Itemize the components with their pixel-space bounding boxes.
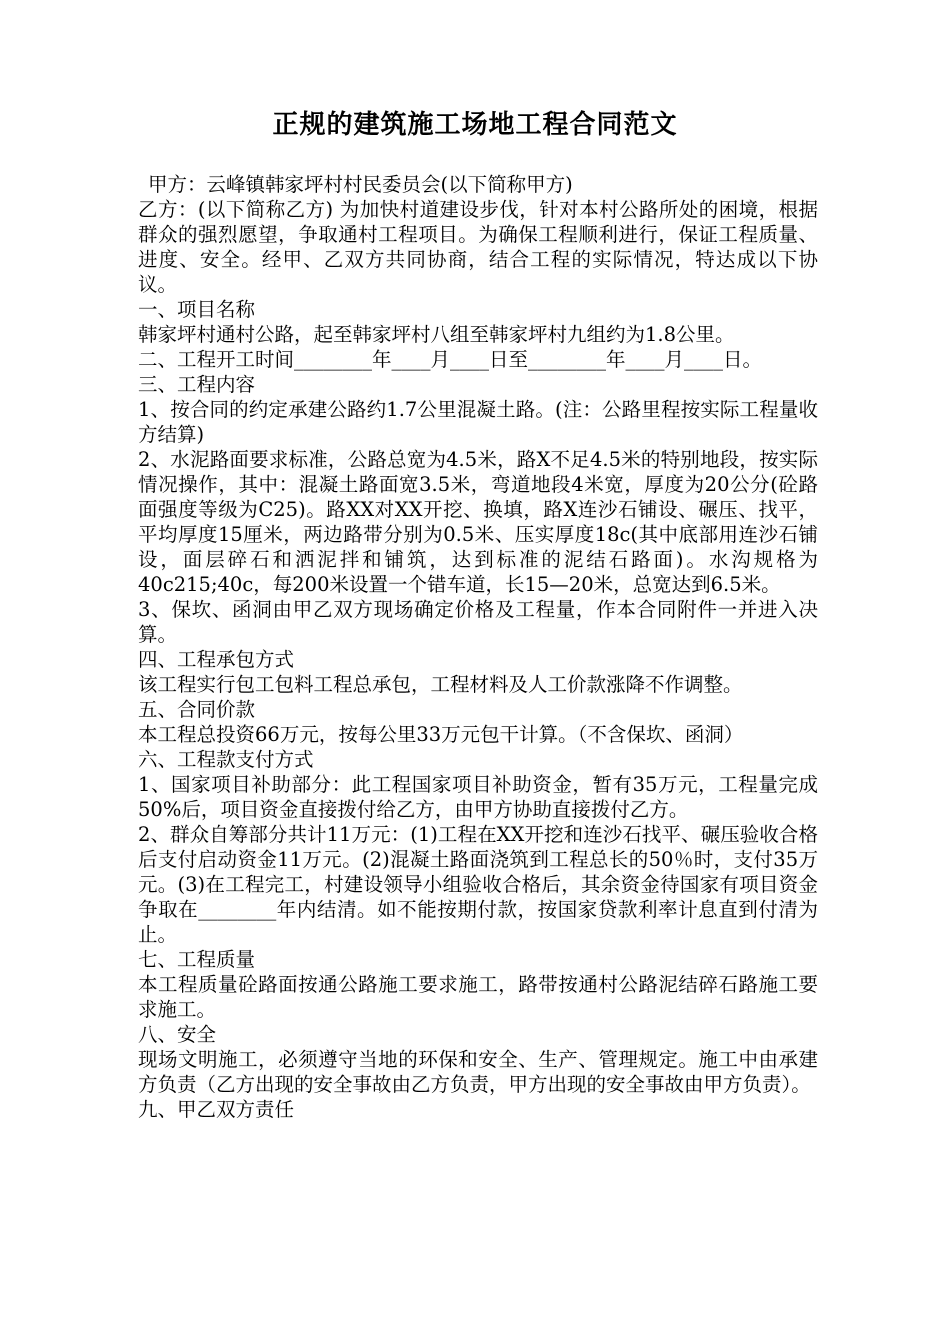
content-item-3: 3、保坎、函洞由甲乙双方现场确定价格及工程量，作本合同附件一并进入决算。 bbox=[138, 598, 818, 646]
project-name-paragraph: 韩家坪村通村公路，起至韩家坪村八组至韩家坪村九组约为1.8公里。 bbox=[138, 323, 735, 346]
section-heading-contract-method: 四、工程承包方式 bbox=[138, 648, 295, 671]
start-date-paragraph: 二、工程开工时间________年____月____日至________年____月____日。 bbox=[138, 348, 763, 371]
quality-paragraph: 本工程质量砼路面按通公路施工要求施工，路带按通村公路泥结碎石路施工要求施工。 bbox=[138, 973, 818, 1021]
section-heading-payment: 六、工程款支付方式 bbox=[138, 748, 314, 771]
payment-item-1: 1、国家项目补助部分：此工程国家项目补助资金，暂有35万元，工程量完成50%后，项目资金直接拨付给乙方，由甲方协助直接拨付乙方。 bbox=[138, 773, 818, 821]
contract-method-paragraph: 该工程实行包工包料工程总承包，工程材料及人工价款涨降不作调整。 bbox=[138, 673, 743, 696]
document-body bbox=[138, 172, 818, 1122]
content-item-2: 2、水泥路面要求标准，公路总宽为4.5米，路X不足4.5米的特别地段，按实际情况操作，其中：混凝土路面宽3.5米，弯道地段4米宽，厚度为20公分(砼路面强度等级为C25)。路XX对XX开挖、换填，路X连沙石铺设、碾压、找平，平均厚度15厘米，两边路带分别为0.5米、压实厚度18c(其中底部用连沙石铺设，面层碎石和洒泥拌和铺筑，达到标准的泥结石路面)。水沟规格为40c215;40c，每200米设置一个错车道，长15—20米，总宽达到6.5米。 bbox=[138, 448, 818, 596]
section-heading-content: 三、工程内容 bbox=[138, 373, 256, 396]
section-heading-quality: 七、工程质量 bbox=[138, 948, 256, 971]
price-paragraph: 本工程总投资66万元，按每公里33万元包干计算。（不含保坎、函洞） bbox=[138, 723, 744, 746]
section-heading-responsibilities: 九、甲乙双方责任 bbox=[138, 1098, 295, 1121]
payment-item-2: 2、群众自筹部分共计11万元：(1)工程在XX开挖和连沙石找平、碾压验收合格后支付启动资金11万元。(2)混凝土路面浇筑到工程总长的50％时，支付35万元。(3)在工程完工，村建设领导小组验收合格后，其余资金待国家有项目资金争取在________年内结清。如不能按期付款，按国家贷款利率计息直到付清为止。 bbox=[138, 823, 818, 946]
content-item-1: 1、按合同的约定承建公路约1.7公里混凝土路。(注：公路里程按实际工程量收方结算) bbox=[138, 398, 818, 446]
document-title: 正规的建筑施工场地工程合同范文 bbox=[272, 110, 678, 140]
safety-paragraph: 现场文明施工，必须遵守当地的环保和安全、生产、管理规定。施工中由承建方负责（乙方出现的安全事故由乙方负责，甲方出现的安全事故由甲方负责）。 bbox=[138, 1048, 818, 1096]
party-b-intro-paragraph: 乙方：(以下简称乙方) 为加快村道建设步伐，针对本村公路所处的困境，根据群众的强烈愿望，争取通村工程项目。为确保工程顺利进行，保证工程质量、进度、安全。经甲、乙双方共同协商，结合工程的实际情况，特达成以下协议。 bbox=[138, 198, 818, 296]
section-heading-price: 五、合同价款 bbox=[138, 698, 256, 721]
section-heading-project-name: 一、项目名称 bbox=[138, 298, 256, 321]
party-a-line: 甲方：云峰镇韩家坪村村民委员会(以下简称甲方) bbox=[148, 173, 573, 196]
section-heading-safety: 八、安全 bbox=[138, 1023, 217, 1046]
